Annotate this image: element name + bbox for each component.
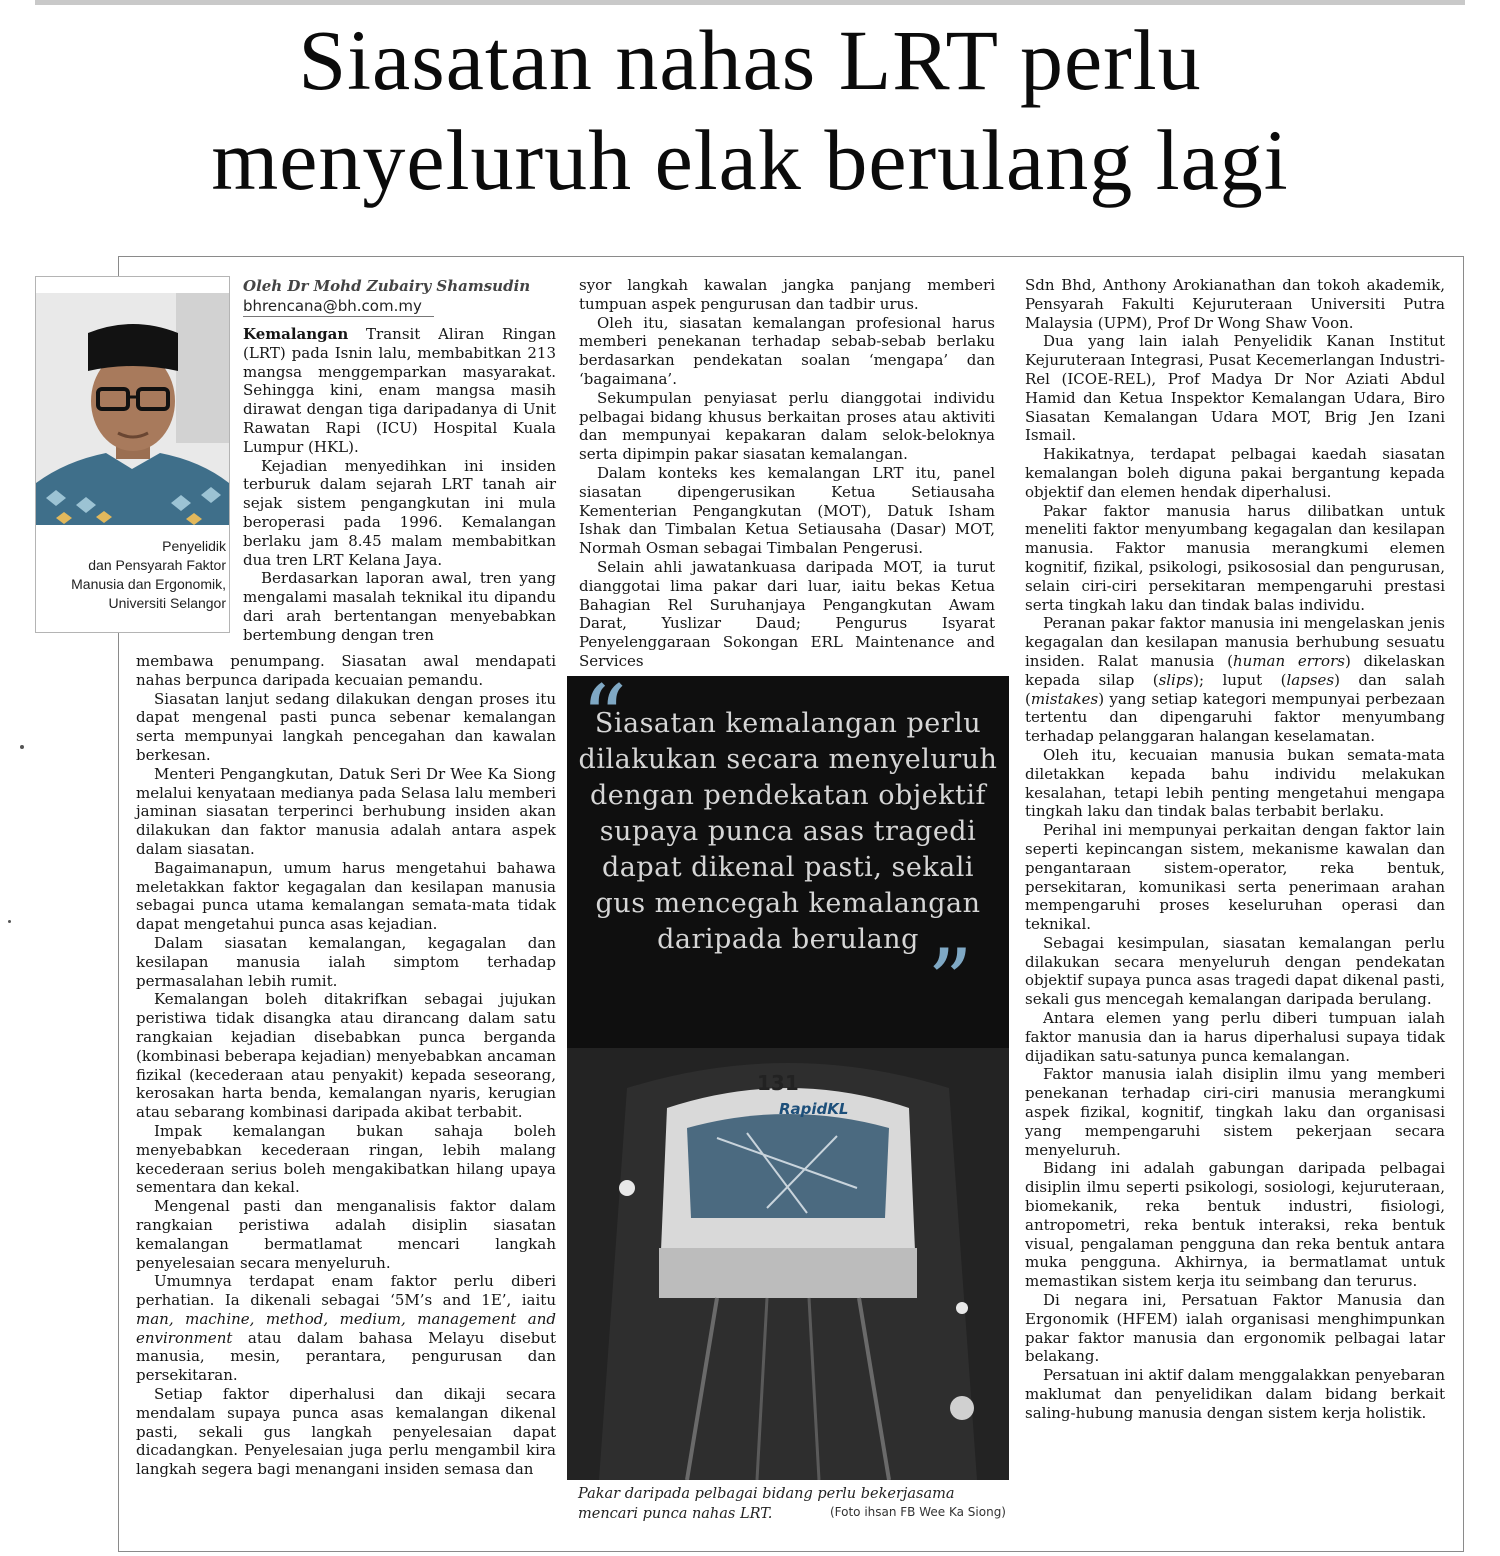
paragraph [1025,614,1445,746]
pull-quote-box [567,666,1009,1048]
paragraph: Sekumpulan penyiasat perlu dianggotai individu pelbagai bidang khusus berkaitan proses atau aktiviti dan mempunyai kepakaran dalam selok-beloknya serta dipimpin pakar siasatan kemalangan. [579,388,995,464]
paragraph: Sebagai kesimpulan, siasatan kemalangan perlu dilakukan secara menyeluruh dengan pendekatan objektif supaya punca asas tragedi dapat dikenal pasti, sekali gus mencegah kemalangan daripada berulang. [1025,933,1445,1009]
train-photo [567,1048,1009,1480]
column-2 [579,276,995,671]
paragraph: Dalam siasatan kemalangan, kegagalan dan kesilapan manusia ialah simptom terhadap permasalahan lebih rumit. [136,933,556,990]
lead-word: Kemalangan [243,325,349,343]
paragraph: Persatuan ini aktif dalam menggalakkan penyebaran maklumat dan penyelidikan dalam bidang berkait saling-hubung manusia dengan sistem kerja holistik. [1025,1366,1445,1422]
paragraph: Faktor manusia ialah disiplin ilmu yang memberi penekanan terhadap ciri-ciri manusia merangkumi aspek fizikal, kognitif, tingkah laku dan organisasi yang mempengaruhi sistem pekerjaan secara menyeluruh. [1025,1065,1445,1159]
open-quote-icon: “ [581,666,628,771]
paragraph: Menteri Pengangkutan, Datuk Seri Dr Wee Ka Siong melalui kenyataan medianya pada Selasa lalu memberi jaminan siasatan terperinci berhubung insiden akan dilakukan dan faktor manusia adalah antara aspek dalam siasatan. [136,764,556,858]
paragraph: Hakikatnya, terdapat pelbagai kaedah siasatan kemalangan boleh diguna pakai bergantung kepada objektif dan elemen hendak diperhalusi. [1025,445,1445,501]
top-scan-strip [35,0,1465,5]
paragraph [136,1272,556,1385]
photo-caption-line: Pakar daripada pelbagai bidang perlu bekerjasama [578,1486,955,1502]
paragraph-text: ) dan salah ( [1025,670,1445,708]
author-email: bhrencana@bh.com.my [243,296,434,317]
paragraph: Antara elemen yang perlu diberi tumpuan ialah faktor manusia dan ia harus diperhalusi supaya tidak dijadikan satu-satunya punca kemalangan. [1025,1009,1445,1065]
italic-text: slips [1158,670,1194,689]
paragraph: Impak kemalangan bukan sahaja boleh menyebabkan kecederaan ringan, lebih malang kecederaan serius boleh mengakibatkan hilang upaya sementara dan kekal. [136,1121,556,1197]
train-brand-label: RapidKL [779,1100,849,1118]
column-1-bottom [136,652,556,1479]
author-caption-line: Manusia dan Ergonomik, [71,576,226,592]
paragraph-text: Peranan pakar faktor manusia ini mengelaskan jenis kegagalan dan kesilapan manusia berhubung sesuatu insiden. Ralat manusia ( [1025,614,1445,670]
column-3 [1025,276,1445,1423]
column-1-top [243,276,556,645]
paragraph: membawa penumpang. Siasatan awal mendapati nahas berpunca daripada kecuaian pemandu. [136,652,556,689]
paragraph-text: Umumnya terdapat enam faktor perlu diberi perhatian. Ia dikenali sebagai ‘5M’s and 1E’, iaitu [136,1272,556,1310]
paragraph: Kemalangan boleh ditakrifkan sebagai jujukan peristiwa tidak disangka atau dirancang dalam satu rangkaian kejadian disebabkan punca berganda (kombinasi beberapa kejadian) menyebabkan ancaman fizikal (kecederaan atau penyakit) kepada seseorang, kerosakan harta benda, kemalangan nyaris, kerugian atau sebarang kombinasi daripada akibat terbabit. [136,990,556,1122]
photo-credit: (Foto ihsan FB Wee Ka Siong) [829,1505,1006,1519]
close-quote-icon: ” [927,930,974,1035]
paragraph: Sdn Bhd, Anthony Arokianathan dan tokoh akademik, Pensyarah Fakulti Kejuruteraan Universiti Putra Malaysia (UPM), Prof Dr Wong Shaw Voon. [1025,276,1445,332]
paragraph-text: atau dalam bahasa Melayu disebut manusia, mesin, perantara, pengurusan dan persekitaran. [136,1328,556,1385]
paragraph [243,325,556,457]
headline [0,10,1500,210]
author-caption-line: Penyelidik [162,538,226,554]
paragraph: syor langkah kawalan jangka panjang memberi tumpuan aspek pengurusan dan tadbir urus. [579,276,995,313]
headline-line-2: menyeluruh elak berulang lagi [211,112,1289,208]
paragraph: Setiap faktor diperhalusi dan dikaji secara mendalam supaya punca asas kemalangan dikenal pasti, sekali gus langkah penyelesaian dapat dicadangkan. Penyelesaian juga perlu mengambil kira langkah segera bagi menangani insiden semasa dan [136,1385,556,1479]
train-number-label: 131 [757,1071,799,1095]
paragraph: Dalam konteks kes kemalangan LRT itu, panel siasatan dipengerusikan Ketua Setiausaha Kementerian Pengangkutan (MOT), Datuk Isham Ishak dan Timbalan Ketua Setiausaha (Dasar) MOT, Normah Osman sebagai Timbalan Pengerusi. [579,463,995,558]
paragraph: Di negara ini, Persatuan Faktor Manusia dan Ergonomik (HFEM) ialah organisasi menghimpunkan pakar faktor manusia dan ergonomik pelbagai latar belakang. [1025,1291,1445,1366]
paragraph: Dua yang lain ialah Penyelidik Kanan Institut Kejuruteraan Integrasi, Pusat Kecemerlangan Industri-Rel (ICOE-REL), Prof Madya Dr Nor Aziati Abdul Hamid dan Ketua Inspektor Kemalangan Udara, Biro Siasatan Kemalangan Udara MOT, Brig Jen Izani Ismail. [1025,332,1445,445]
headline-line-1: Siasatan nahas LRT perlu [298,12,1202,108]
paragraph: Siasatan lanjut sedang dilakukan dengan proses itu dapat mengenal pasti punca sebenar kemalangan serta mempunyai langkah pencegahan dan kawalan berkesan. [136,689,556,764]
scan-speck [8,920,11,923]
paragraph: Bidang ini adalah gabungan daripada pelbagai disiplin ilmu seperti psikologi, sosiologi, kejuruteraan, biomekanik, reka bentuk industri, fisiologi, antropometri, reka bentuk interaksi, reka bentuk visual, pengalaman pengguna dan reka bentuk antara muka pengguna. Akhirnya, ia bermatlamat untuk memastikan sistem kerja itu seimbang dan terurus. [1025,1159,1445,1291]
paragraph-text: Transit Aliran Ringan (LRT) pada Isnin lalu, membabitkan 213 mangsa menggemparkan masyarakat. Sehingga kini, enam mangsa masih dirawat dengan tiga daripadanya di Unit Rawatan Rapi (ICU) Hospital Kuala Lumpur (HKL). [243,325,556,456]
paragraph: Mengenal pasti dan menganalisis faktor dalam rangkaian peristiwa adalah disiplin siasatan kemalangan bermatlamat mencari langkah penyelesaian secara menyeluruh. [136,1197,556,1272]
paragraph-text: ); luput ( [1193,670,1287,689]
author-portrait [36,293,229,525]
paragraph-text: ) dikelaskan kepada silap ( [1025,651,1445,689]
author-caption-line: dan Pensyarah Faktor [88,557,226,573]
paragraph: Berdasarkan laporan awal, tren yang mengalami masalah teknikal itu dipandu dari arah bertentangan menyebabkan bertembung dengan tren [243,569,556,644]
paragraph: Oleh itu, kecuaian manusia bukan semata-mata diletakkan kepada bahu individu melakukan kesalahan, tetapi lebih penting mengetahui mengapa tingkah laku dan tindak balas terbabit berlaku. [1025,745,1445,821]
italic-text: man, machine, method, medium, management and environment [136,1309,556,1347]
paragraph-text: ) yang setiap kategori mempunyai perbezaan tertentu dan dipengaruhi faktor menyumbang terhadap pelanggaran halangan keselamatan. [1025,689,1445,746]
paragraph: Bagaimanapun, umum harus mengetahui bahawa meletakkan faktor kegagalan dan kesilapan manusia sebagai punca utama kemalangan semata-mata tidak dapat mengetahui punca asas kejadian. [136,858,556,934]
italic-text: human errors [1233,651,1345,670]
byline: Oleh Dr Mohd Zubairy Shamsudin [243,277,531,295]
paragraph: Kejadian menyedihkan ini insiden terburuk dalam sejarah LRT tanah air sejak sistem pengangkutan ini mula beroperasi pada 1996. Kemalangan berlaku jam 8.45 malam membabitkan dua tren LRT Kelana Jaya. [243,456,556,569]
author-caption [40,537,226,613]
author-caption-line: Universiti Selangor [108,595,226,611]
paragraph: Pakar faktor manusia harus dilibatkan untuk meneliti faktor menyumbang kegagalan dan kesilapan manusia. Faktor manusia merangkumi elemen kognitif, fizikal, psikologi, psikososial dan pengurusan, selain ciri-ciri persekitaran mempengaruhi prestasi serta tingkah laku dan tindak balas individu. [1025,501,1445,614]
paragraph: Selain ahli jawatankuasa daripada MOT, ia turut dianggotai lima pakar dari luar, iaitu bekas Ketua Bahagian Rel Suruhanjaya Pengangkutan Awam Darat, Yuslizar Daud; Pengurus Isyarat Penyelenggaraan Sokongan ERL Maintenance and Services [579,557,995,670]
pull-quote-text: Siasatan kemalangan perlu dilakukan secara menyeluruh dengan pendekatan objektif supaya punca asas tragedi dapat dikenal pasti, sekali gus mencegah kemalangan daripada berulang [578,708,998,955]
scan-speck [20,745,24,749]
italic-text: lapses [1286,670,1335,689]
photo-caption-line: mencari punca nahas LRT. [578,1506,773,1522]
author-box [35,276,230,633]
italic-text: mistakes [1030,689,1099,708]
paragraph: Oleh itu, siasatan kemalangan profesional harus memberi penekanan terhadap sebab-sebab berlaku berdasarkan pendekatan soalan ‘mengapa’ dan ‘bagaimana’. [579,313,995,388]
paragraph: Perihal ini mempunyai perkaitan dengan faktor lain seperti kepincangan sistem, mekanisme kawalan dan pengantaraan sistem-operator, reka bentuk, persekitaran, komunikasi serta penerimaan arahan mempengaruhi proses keseluruhan operasi dan teknikal. [1025,821,1445,934]
